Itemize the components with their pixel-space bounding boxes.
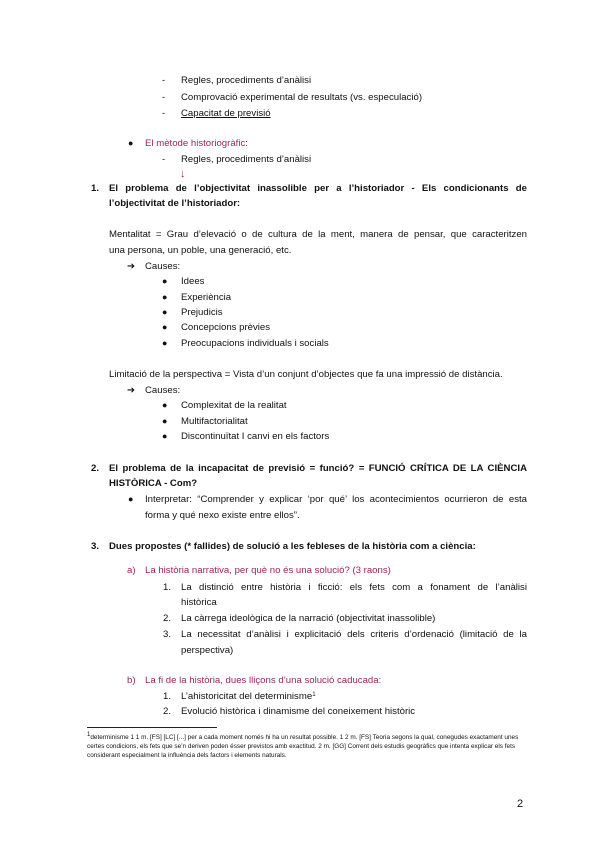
list-item: Comprovació experimental de resultats (vs. especulació) (181, 92, 423, 103)
footnote-mark: 1 (87, 732, 91, 738)
list-item-cont: històrica (181, 597, 217, 608)
section-title: El problema de la incapacitat de previsió = funció? = FUNCIÓ CRÍTICA DE LA CIÈNCIA (109, 463, 527, 474)
list-item: Preocupacions individuals i socials (181, 338, 329, 349)
bullet-dot: ● (162, 400, 168, 410)
section-number: 3. (91, 541, 100, 552)
dash-bullet: - (162, 154, 166, 165)
list-item: Idees (181, 276, 205, 287)
footnote-ref[interactable]: 1 (312, 692, 316, 698)
dash-bullet: - (162, 92, 166, 103)
footnote (87, 733, 527, 760)
section-number: 2. (91, 463, 100, 474)
section-title: Dues propostes (* fallides) de solució a les febleses de la història com a ciència: (109, 541, 476, 552)
item-number: 2. (163, 706, 172, 717)
list-item: Experiència (181, 292, 232, 303)
section-title: El problema de l’objectivitat inassolible per a l’historiador - Els condicionants de (109, 183, 527, 194)
list-item: Prejudicis (181, 307, 223, 318)
item-number: 1. (163, 582, 172, 593)
list-item-cont: perspectiva) (181, 645, 234, 656)
paragraph-cont: una persona, un poble, una generació, etc. (109, 245, 292, 256)
list-item: Complexitat de la realitat (181, 400, 287, 411)
subsection-title: La història narrativa, per què no és una solució? (3 raons) (145, 565, 391, 576)
footnote-text: determinisme 1 1 m. [FS] [LC] [...] per a cada moment només hi ha un resultat possible. 1 2 m. [FS] Teoria segons la qual, conegudes exactament unes certes condicions, els fets que se’n deriven poden ésser previstos amb exactitud. 2 m. [GG] Corrent dels estudis geogràfics que intenta explicar els fets considerant especialment la influència dels factors i elements naturals. (87, 734, 519, 759)
dash-bullet: - (162, 75, 166, 86)
bullet-dot: ● (128, 138, 134, 148)
item-number: 3. (163, 629, 172, 640)
down-arrow-icon: ↓ (180, 168, 186, 180)
bullet-dot: ● (162, 416, 168, 426)
subsection-letter: b) (127, 675, 136, 686)
list-item: La càrrega ideològica de la narració (objectivitat inassolible) (181, 613, 436, 624)
bullet-dot: ● (162, 276, 168, 286)
subsection-letter: a) (127, 565, 136, 576)
bullet-dot: ● (162, 338, 168, 348)
arrow-right-icon: ➔ (127, 385, 136, 396)
page-number: 2 (517, 798, 524, 810)
list-item: La distinció entre història i ficció: els fets com a fonament de l’anàlisi (181, 582, 527, 593)
item-number: 2. (163, 613, 172, 624)
paragraph: Limitació de la perspectiva = Vista d’un conjunt d’objectes que fa una impressió de distància. (109, 369, 503, 380)
list-item: Multifactorialitat (181, 416, 248, 427)
dash-bullet: - (162, 108, 166, 119)
item-number: 1. (163, 691, 172, 702)
list-item: Concepcions prèvies (181, 322, 271, 333)
section-number: 1. (91, 183, 100, 194)
list-item: Regles, procediments d’anàlisi (181, 154, 312, 165)
section-title-cont: HISTÒRICA - Com? (109, 478, 198, 489)
bullet-dot: ● (162, 307, 168, 317)
causes-label: Causes: (145, 261, 181, 272)
causes-label: Causes: (145, 385, 181, 396)
bullet-dot: ● (162, 431, 168, 441)
list-item: L’ahistoricitat del determinisme$^1$ (181, 691, 316, 702)
bullet-dot: ● (162, 292, 168, 302)
list-item: Evolució històrica i dinamisme del coneixement històric (181, 706, 416, 717)
subsection-title: La fi de la història, dues lliçons d’una solució caducada: (145, 675, 382, 686)
metode-label: El mètode historiogràfic: (145, 138, 248, 149)
paragraph: Mentalitat = Grau d’elevació o de cultura de la ment, manera de pensar, que caracteritzen (109, 229, 527, 240)
arrow-right-icon: ➔ (127, 261, 136, 272)
bullet-dot: ● (128, 494, 134, 504)
list-item: Discontinuïtat I canvi en els factors (181, 431, 330, 442)
section-title-cont: l’objectivitat de l’historiador: (109, 198, 241, 209)
list-item: Capacitat de previsió (181, 108, 271, 119)
bullet-dot: ● (162, 322, 168, 332)
paragraph-cont: forma y qué nexo existe entre ellos”. (145, 510, 300, 521)
list-item: Regles, procediments d’anàlisi (181, 75, 312, 86)
list-item: La necessitat d’anàlisi i explicitació dels criteris d’ordenació (limitació de la (181, 629, 527, 640)
paragraph: Interpretar: “Comprender y explicar ‘por qué’ los acontecimientos ocurrieron de esta (145, 494, 527, 505)
footnote-divider (87, 727, 217, 728)
